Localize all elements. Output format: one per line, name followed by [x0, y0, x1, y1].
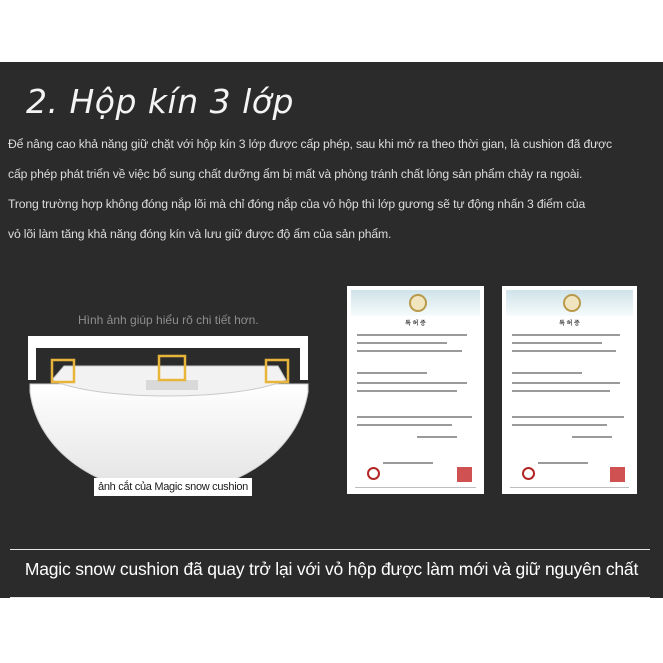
diagram-hint: Hình ảnh giúp hiểu rõ chi tiết hơn. [78, 313, 259, 327]
divider [10, 549, 650, 550]
patent-certificate [347, 286, 484, 494]
description-line: cấp phép phát triển về việc bổ sung chất dưỡng ẩm bị mất và phòng tránh chất lỏng sản phẩm chảy ra ngoài. [8, 167, 583, 181]
official-stamp [610, 467, 625, 482]
section-title: 2. Hộp kín 3 lớp [26, 82, 294, 121]
description-line: vỏ lõi làm tăng khả năng đóng kín và lưu giữ được độ ẩm của sản phẩm. [8, 227, 392, 241]
section-description [8, 129, 658, 249]
divider [10, 597, 650, 598]
content-panel [0, 62, 663, 598]
office-logo-icon [522, 467, 535, 480]
cutaway-label: ảnh cắt của Magic snow cushion [94, 478, 252, 496]
footer-tagline: Magic snow cushion đã quay trở lại với vỏ hộp được làm mới và giữ nguyên chất [24, 559, 639, 579]
lid-beam [36, 342, 300, 348]
seal-icon [563, 294, 581, 312]
certificate-title: 특 허 증 [405, 321, 426, 327]
patent-certificate [502, 286, 637, 494]
seal-icon [409, 294, 427, 312]
cushion-cutaway-diagram [28, 332, 333, 532]
official-stamp [457, 467, 472, 482]
description-line: Để nâng cao khả năng giữ chặt với hộp kín 3 lớp được cấp phép, sau khi mở ra theo thời gian, là cushion đã được [8, 137, 612, 151]
office-logo-icon [367, 467, 380, 480]
core-ridge [146, 380, 198, 390]
certificate-title: 특 허 증 [559, 321, 580, 327]
description-line: Trong trường hợp không đóng nắp lõi mà chỉ đóng nắp của vỏ hộp thì lớp gương sẽ tự động nhấn 3 điểm của [8, 197, 586, 211]
